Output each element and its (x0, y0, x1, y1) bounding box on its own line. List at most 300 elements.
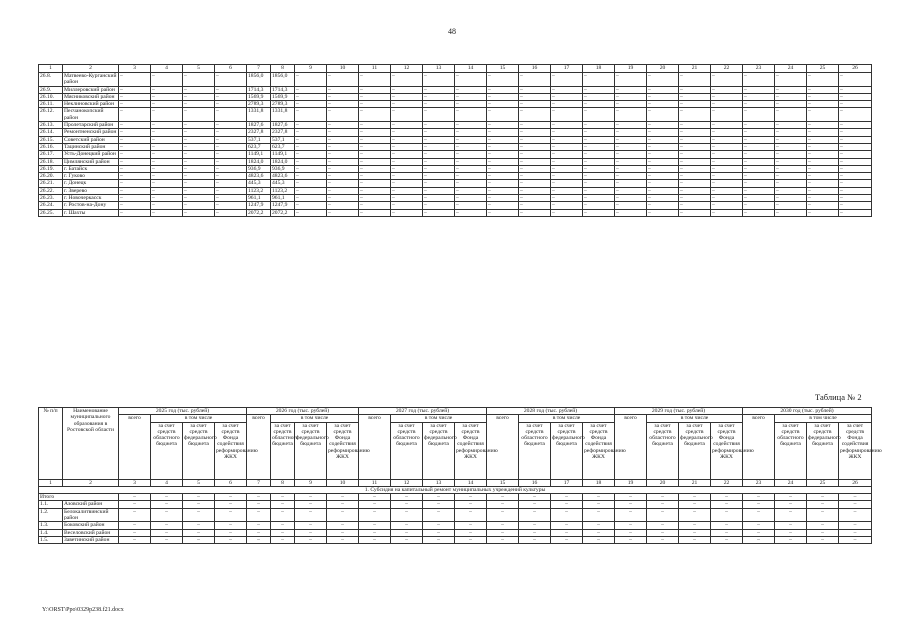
value-cell: – (327, 136, 359, 143)
column-number: 10 (327, 65, 359, 73)
value-cell: – (151, 522, 183, 529)
value-cell: – (295, 122, 327, 129)
value-cell: – (775, 522, 807, 529)
value-cell: – (119, 165, 151, 172)
value-cell: – (487, 501, 519, 508)
value-cell: – (583, 108, 615, 122)
value-cell: – (183, 143, 215, 150)
value-cell: – (583, 187, 615, 194)
value-cell: – (487, 494, 519, 501)
value-cell: – (487, 522, 519, 529)
header-row (39, 415, 872, 422)
value-cell: – (583, 93, 615, 100)
row-number: 26.21. (39, 180, 63, 187)
value-cell: – (183, 501, 215, 508)
value-cell: – (487, 93, 519, 100)
header-total: всего (247, 415, 271, 479)
value-cell: – (183, 494, 215, 501)
value-cell: – (183, 209, 215, 216)
value-cell: – (615, 173, 647, 180)
value-cell: – (615, 101, 647, 108)
value-cell: – (807, 522, 839, 529)
value-cell: – (839, 494, 872, 501)
total-value: 2789,3 (247, 101, 271, 108)
value-cell: – (391, 209, 423, 216)
municipality-name: Мясниковский район (63, 93, 119, 100)
value-cell: – (679, 108, 711, 122)
value-cell: – (583, 151, 615, 158)
value-cell: – (391, 101, 423, 108)
table-row (39, 101, 872, 108)
value-cell: – (391, 143, 423, 150)
value-cell: – (807, 529, 839, 536)
value-cell: – (551, 501, 583, 508)
value-cell: – (775, 180, 807, 187)
header-funding-source: за счет средств федерального бюджета (551, 422, 583, 479)
row-number: 26.23. (39, 195, 63, 202)
value-cell: – (359, 101, 391, 108)
value-cell: – (327, 173, 359, 180)
value-cell: – (583, 494, 615, 501)
total-value: 1569,9 (247, 93, 271, 100)
value-cell: – (711, 86, 743, 93)
value-cell: – (551, 122, 583, 129)
value-cell: – (327, 536, 359, 543)
value-cell: – (119, 522, 151, 529)
value-cell: – (647, 173, 679, 180)
value-cell: – (359, 508, 391, 522)
column-number: 4 (151, 479, 183, 486)
column-number: 3 (119, 479, 151, 486)
value-cell: – (359, 202, 391, 209)
value-cell: – (327, 522, 359, 529)
value-cell: – (295, 501, 327, 508)
value-cell: – (807, 202, 839, 209)
value-cell: – (583, 529, 615, 536)
value-cell: – (775, 195, 807, 202)
value-cell: – (391, 501, 423, 508)
value-cell: – (247, 501, 271, 508)
value-cell: – (711, 73, 743, 87)
value-cell: – (807, 129, 839, 136)
value-cell: – (183, 93, 215, 100)
regional-budget-value: 2072,2 (271, 209, 295, 216)
value-cell: – (183, 165, 215, 172)
column-number: 26 (839, 65, 872, 73)
value-cell: – (183, 73, 215, 87)
regional-budget-value: 445,3 (271, 180, 295, 187)
value-cell: – (119, 536, 151, 543)
value-cell: – (151, 494, 183, 501)
column-number: 2 (63, 479, 119, 486)
municipality-name: г. Ростов-на-Дону (63, 202, 119, 209)
value-cell: – (519, 501, 551, 508)
regional-budget-value: 1569,9 (271, 93, 295, 100)
value-cell: – (615, 122, 647, 129)
table-row (39, 151, 872, 158)
value-cell: – (455, 202, 487, 209)
value-cell: – (119, 93, 151, 100)
value-cell: – (391, 508, 423, 522)
value-cell: – (679, 73, 711, 87)
value-cell: – (455, 195, 487, 202)
total-value: 961,1 (247, 195, 271, 202)
value-cell: – (183, 536, 215, 543)
municipality-name: Тацинский район (63, 143, 119, 150)
value-cell: – (151, 108, 183, 122)
value-cell: – (775, 501, 807, 508)
table-row (39, 108, 872, 122)
value-cell: – (711, 158, 743, 165)
column-number: 7 (247, 479, 271, 486)
municipality-name: Неклиновский район (63, 101, 119, 108)
value-cell: – (119, 86, 151, 93)
value-cell: – (327, 151, 359, 158)
value-cell: – (183, 202, 215, 209)
value-cell: – (551, 101, 583, 108)
column-number: 5 (183, 479, 215, 486)
value-cell: – (327, 101, 359, 108)
header-year: 2025 год (тыс. рублей) (119, 408, 247, 415)
value-cell: – (839, 143, 872, 150)
value-cell: – (519, 209, 551, 216)
header-year: 2027 год (тыс. рублей) (359, 408, 487, 415)
value-cell: – (455, 173, 487, 180)
value-cell: – (743, 108, 775, 122)
header-including: в том числе (647, 415, 743, 422)
value-cell: – (455, 165, 487, 172)
table-2-title: Таблица № 2 (815, 392, 862, 402)
value-cell: – (647, 187, 679, 194)
value-cell: – (391, 151, 423, 158)
value-cell: – (839, 73, 872, 87)
total-value: 936,9 (247, 165, 271, 172)
header-funding-source: за счет средств Фонда содействия реформированию ЖКХ (455, 422, 487, 479)
value-cell: – (519, 108, 551, 122)
value-cell: – (455, 101, 487, 108)
municipality-name: Миллеровский район (63, 86, 119, 93)
value-cell: – (151, 143, 183, 150)
value-cell: – (775, 93, 807, 100)
column-number: 18 (583, 65, 615, 73)
value-cell: – (807, 101, 839, 108)
header-year: 2028 год (тыс. рублей) (487, 408, 615, 415)
header-funding-source: за счет средств Фонда содействия реформированию ЖКХ (711, 422, 743, 479)
value-cell: – (775, 209, 807, 216)
value-cell: – (423, 151, 455, 158)
regional-budget-value: 4823,6 (271, 173, 295, 180)
value-cell: – (615, 187, 647, 194)
value-cell: – (151, 173, 183, 180)
value-cell: – (295, 108, 327, 122)
value-cell: – (711, 529, 743, 536)
value-cell: – (295, 173, 327, 180)
value-cell: – (551, 494, 583, 501)
column-number: 25 (807, 65, 839, 73)
value-cell: – (711, 101, 743, 108)
value-cell: – (711, 93, 743, 100)
value-cell: – (215, 522, 247, 529)
header-funding-source: за счет средств областного бюджета (647, 422, 679, 479)
value-cell: – (711, 202, 743, 209)
column-number: 19 (615, 479, 647, 486)
value-cell: – (215, 129, 247, 136)
value-cell: – (327, 501, 359, 508)
municipality-name: Итого (39, 494, 119, 501)
table-row (39, 494, 872, 501)
value-cell: – (391, 129, 423, 136)
value-cell: – (807, 165, 839, 172)
value-cell: – (775, 73, 807, 87)
column-number: 21 (679, 479, 711, 486)
total-value: 445,3 (247, 180, 271, 187)
value-cell: – (423, 143, 455, 150)
value-cell: – (583, 73, 615, 87)
table-row (39, 136, 872, 143)
value-cell: – (839, 202, 872, 209)
value-cell: – (679, 93, 711, 100)
column-number: 2 (63, 65, 119, 73)
value-cell: – (391, 522, 423, 529)
value-cell: – (519, 202, 551, 209)
value-cell: – (215, 529, 247, 536)
header-funding-source: за счет средств федерального бюджета (295, 422, 327, 479)
column-number: 11 (359, 479, 391, 486)
value-cell: – (615, 508, 647, 522)
value-cell: – (455, 73, 487, 87)
header-funding-source: за счет средств областного бюджета (151, 422, 183, 479)
value-cell: – (215, 209, 247, 216)
value-cell: – (151, 86, 183, 93)
value-cell: – (775, 536, 807, 543)
value-cell: – (679, 187, 711, 194)
header-funding-source: за счет средств федерального бюджета (679, 422, 711, 479)
value-cell: – (775, 508, 807, 522)
value-cell: – (455, 108, 487, 122)
value-cell: – (743, 187, 775, 194)
value-cell: – (615, 180, 647, 187)
value-cell: – (615, 143, 647, 150)
value-cell: – (455, 151, 487, 158)
value-cell: – (743, 529, 775, 536)
row-number: 26.11. (39, 101, 63, 108)
value-cell: – (359, 129, 391, 136)
value-cell: – (215, 143, 247, 150)
value-cell: – (183, 187, 215, 194)
value-cell: – (487, 136, 519, 143)
table-row (39, 180, 872, 187)
value-cell: – (455, 180, 487, 187)
regional-budget-value: 1824,0 (271, 158, 295, 165)
value-cell: – (583, 508, 615, 522)
value-cell: – (295, 136, 327, 143)
value-cell: – (615, 501, 647, 508)
value-cell: – (151, 122, 183, 129)
value-cell: – (583, 122, 615, 129)
header-name: Наименование муниципального образования в Ростовской области (63, 408, 119, 480)
value-cell: – (327, 129, 359, 136)
municipality-name: Белокалитвинский район (63, 508, 119, 522)
column-number: 1 (39, 479, 63, 486)
value-cell: – (391, 158, 423, 165)
value-cell: – (247, 536, 271, 543)
municipality-name: г. Шахты (63, 209, 119, 216)
value-cell: – (183, 180, 215, 187)
value-cell: – (423, 101, 455, 108)
header-number: № п/п (39, 408, 63, 480)
value-cell: – (455, 209, 487, 216)
row-number: 26.17. (39, 151, 63, 158)
value-cell: – (583, 195, 615, 202)
value-cell: – (807, 143, 839, 150)
value-cell: – (679, 136, 711, 143)
value-cell: – (215, 536, 247, 543)
municipality-name: Заветинский район (63, 536, 119, 543)
value-cell: – (327, 180, 359, 187)
table-row (39, 529, 872, 536)
value-cell: – (615, 108, 647, 122)
value-cell: – (839, 536, 872, 543)
column-number: 14 (455, 65, 487, 73)
value-cell: – (487, 209, 519, 216)
value-cell: – (151, 536, 183, 543)
section-title: 1. Субсидия на капитальный ремонт муниципальных учреждений культуры (39, 486, 872, 493)
value-cell: – (295, 101, 327, 108)
value-cell: – (551, 209, 583, 216)
total-value: 1149,1 (247, 151, 271, 158)
value-cell: – (711, 508, 743, 522)
value-cell: – (743, 522, 775, 529)
value-cell: – (807, 173, 839, 180)
header-funding-source: за счет средств Фонда содействия реформированию ЖКХ (839, 422, 872, 479)
value-cell: – (583, 101, 615, 108)
value-cell: – (551, 508, 583, 522)
value-cell: – (215, 101, 247, 108)
value-cell: – (423, 209, 455, 216)
value-cell: – (487, 187, 519, 194)
value-cell: – (679, 151, 711, 158)
value-cell: – (519, 173, 551, 180)
value-cell: – (423, 165, 455, 172)
total-value: 2327,8 (247, 129, 271, 136)
value-cell: – (183, 158, 215, 165)
value-cell: – (711, 195, 743, 202)
value-cell: – (743, 151, 775, 158)
value-cell: – (647, 136, 679, 143)
value-cell: – (423, 522, 455, 529)
value-cell: – (839, 501, 872, 508)
value-cell: – (647, 151, 679, 158)
value-cell: – (295, 508, 327, 522)
value-cell: – (423, 195, 455, 202)
value-cell: – (327, 165, 359, 172)
total-value: 1824,0 (247, 158, 271, 165)
value-cell: – (487, 73, 519, 87)
value-cell: – (647, 158, 679, 165)
value-cell: – (423, 122, 455, 129)
value-cell: – (839, 86, 872, 93)
header-funding-source: за счет средств областного бюджета (519, 422, 551, 479)
value-cell: – (647, 143, 679, 150)
value-cell: – (551, 187, 583, 194)
value-cell: – (647, 180, 679, 187)
header-including: в том числе (519, 415, 615, 422)
value-cell: – (359, 187, 391, 194)
value-cell: – (359, 522, 391, 529)
value-cell: – (583, 209, 615, 216)
value-cell: – (247, 529, 271, 536)
value-cell: – (519, 529, 551, 536)
value-cell: – (455, 529, 487, 536)
total-value: 623,7 (247, 143, 271, 150)
value-cell: – (295, 522, 327, 529)
value-cell: – (391, 536, 423, 543)
value-cell: – (807, 187, 839, 194)
column-number-row (39, 65, 872, 73)
value-cell: – (215, 202, 247, 209)
value-cell: – (455, 86, 487, 93)
value-cell: – (807, 494, 839, 501)
column-number: 23 (743, 65, 775, 73)
column-number: 4 (151, 65, 183, 73)
value-cell: – (487, 508, 519, 522)
value-cell: – (647, 522, 679, 529)
value-cell: – (711, 209, 743, 216)
value-cell: – (551, 143, 583, 150)
column-number: 18 (583, 479, 615, 486)
value-cell: – (679, 529, 711, 536)
value-cell: – (743, 195, 775, 202)
value-cell: – (183, 195, 215, 202)
total-value: 1247,9 (247, 202, 271, 209)
regional-budget-value: 537,1 (271, 136, 295, 143)
value-cell: – (775, 143, 807, 150)
value-cell: – (391, 195, 423, 202)
value-cell: – (423, 494, 455, 501)
value-cell: – (391, 136, 423, 143)
column-number: 24 (775, 479, 807, 486)
value-cell: – (647, 508, 679, 522)
value-cell: – (647, 529, 679, 536)
value-cell: – (807, 122, 839, 129)
value-cell: – (711, 136, 743, 143)
column-number: 24 (775, 65, 807, 73)
value-cell: – (807, 108, 839, 122)
value-cell: – (839, 165, 872, 172)
value-cell: – (615, 86, 647, 93)
value-cell: – (183, 173, 215, 180)
value-cell: – (679, 536, 711, 543)
municipality-name: Веселовский район (63, 529, 119, 536)
file-path-footer: Y:\ORST\Ppo\0329p238.f21.docx (42, 607, 124, 613)
value-cell: – (583, 165, 615, 172)
value-cell: – (775, 129, 807, 136)
value-cell: – (807, 209, 839, 216)
value-cell: – (151, 195, 183, 202)
municipality-name: Цимлянский район (63, 158, 119, 165)
value-cell: – (679, 508, 711, 522)
value-cell: – (327, 209, 359, 216)
value-cell: – (711, 108, 743, 122)
value-cell: – (839, 108, 872, 122)
value-cell: – (359, 158, 391, 165)
value-cell: – (615, 73, 647, 87)
value-cell: – (423, 108, 455, 122)
column-number: 19 (615, 65, 647, 73)
value-cell: – (551, 522, 583, 529)
value-cell: – (775, 165, 807, 172)
header-year: 2030 год (тыс. рублей) (743, 408, 872, 415)
